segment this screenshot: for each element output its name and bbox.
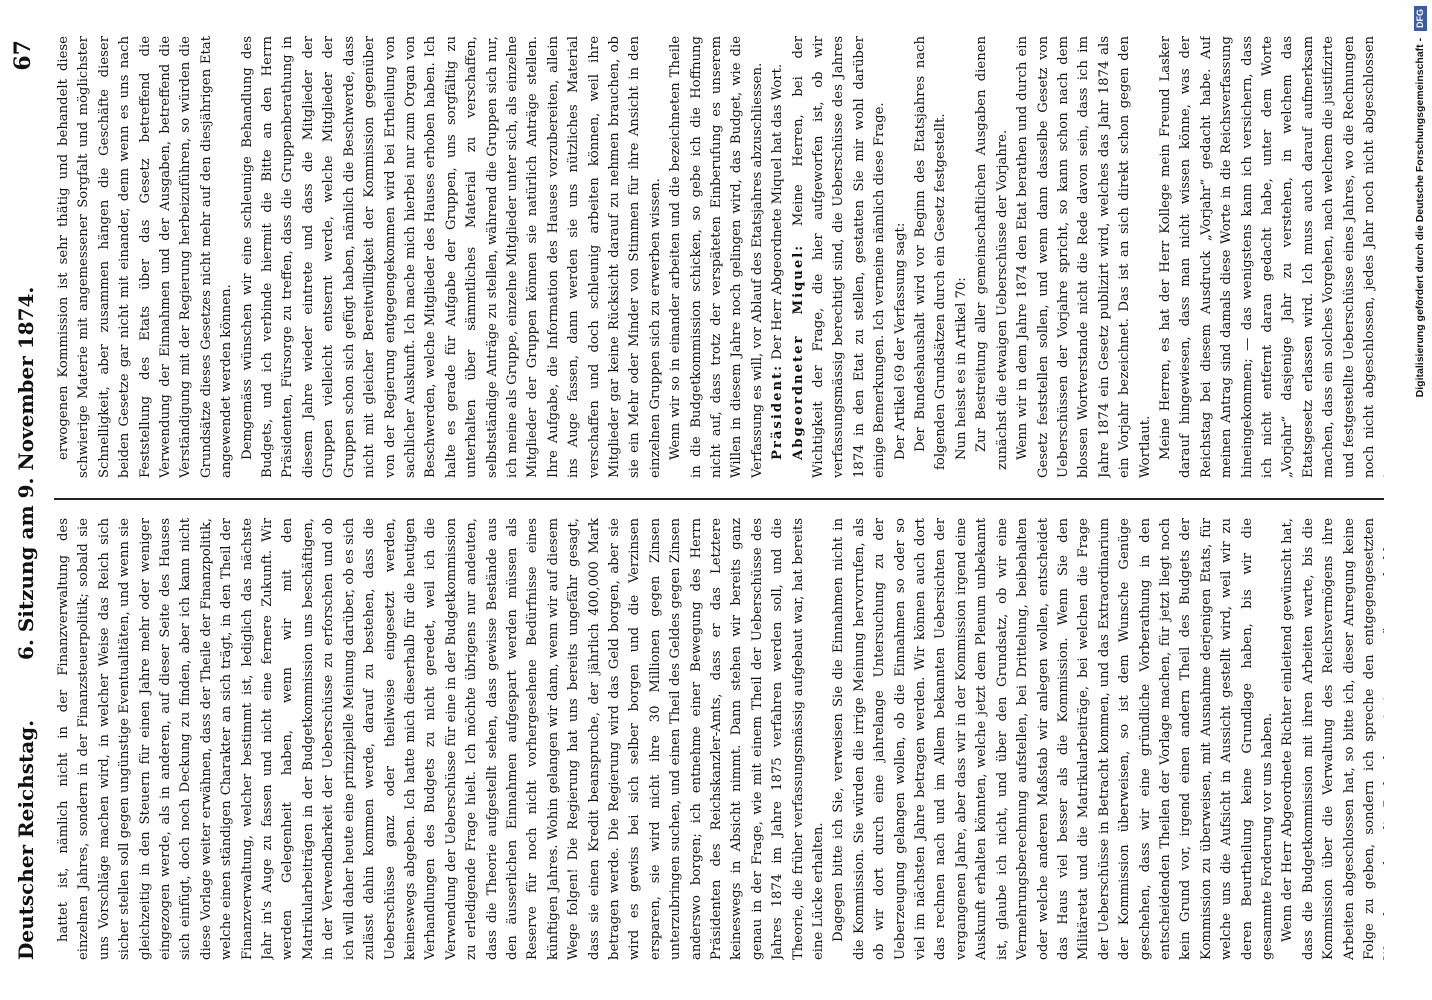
paragraph [1013, 36, 1156, 478]
paragraph [829, 518, 1278, 960]
header-session: 6. Sitzung am 9. November 1874. [14, 286, 38, 660]
paragraph-text: Der Artikel 69 der Verfassung sagt: [892, 222, 908, 460]
header-publication: Deutscher Reichstag. [14, 719, 38, 960]
paragraph [972, 36, 1013, 478]
paragraph [1278, 518, 1384, 960]
speaker-name: Abgeordneter Miquel: [790, 243, 806, 460]
paragraph-text: Der Bundeshaushalt wird vor Beginn des Etatsjahres nach folgenden Grundsätzen durch ein Gesetz festgestellt. [913, 36, 949, 470]
paragraph [911, 36, 952, 478]
paragraph [238, 36, 667, 478]
paragraph-text: hattet ist, nämlich nicht in der Finanzverwaltung des einzelnen Jahres, sondern in der Finanzsteuerpolitik; sobald sie uns Vorschläge machen wird, in welcher Weise das Reich sich sicher stellen soll gegen ungünstige Eventualitäten, und wenn sie gleichzeitig in den Steuern für einen Jahre mehr oder weniger eingezogen werde, als in anderen, auf dieser Seite des Hauses sich einfügt, doch noch Deckung zu finden, aber ich kann nicht diese Vorlage weiter erwähnen, dass der Theile der Finanzpolitik, welche einen ständigen Charakter an sich trägt, in den Theil der Finanzverwaltung, welcher bestimmt ist, lediglich das nächste Jahr in's Auge zu fassen und nicht eine fernere Zukunft. Wir werden Gelegenheit haben, wenn wir mit den Matrikularbeiträgen in der Budgetkommission uns beschäftigen, in der Verwendbarkeit der Ueberschüsse zu erforschen und ob ich will daher heute eine prinzipielle Meinung darüber, ob es sich zulässt dahin kommen werde, darauf zu bestehen, dass die Ueberschüsse ganz oder theilweise eingesetzt werden, keineswegs abgeben. Ich hatte mich dieserhalb für die heutigen Verhandlungen des Budgets zu nicht geredet, weil ich die Verwendung der Ueberschüsse für eine in der Budgetkommission zu erledigende Frage hielt. Ich möchte übrigens nur andeuten, dass die Theorie aufgestellt sehen, dass gewisse Bestände aus den äusserlichen Einnahmen aufgespart werden müssen als Reserve für noch nicht vorhergesehene Bedürfnisse eines künftigen Jahres. Wohin gelangen wir dann, wenn wir auf diesem Wege folgen! Die Regierung hat uns bereits ungefähr gesagt, dass sie einen Kredit beanspruche, der jährlich 400,000 Mark betragen werde. Die Regierung wird das Geld borgen, aber sie wird es gewiss bei sich selber borgen und die Verzinsen ersparen, sie wird nicht ihre 30 Millionen gegen Zinsen unterzubringen suchen, und einen Theil des Geldes gegen Zinsen anderswo borgen; ich entnehme einer Bewegung des Herrn Präsidenten des Reichskanzler-Amts, dass er das Letztere keineswegs in Absicht nimmt. Dann stehen wir bereits ganz genau in der Frage, wie mit einem Theil der Ueberschüsse des Jahres 1874 im Jahre 1875 verfahren werden soll, und die Theorie, die früher verfassungsmässig aufgebaut war, hat bereits eine Lücke erhalten. [56, 518, 827, 960]
dfg-logo: DFG [1414, 6, 1427, 31]
paragraph-text: Meine Herren, es hat der Herr Kollege mein Freund Lasker darauf hingewiesen, dass man nicht wissen könne, was der Reichstag bei diesem Ausdruck „Vorjahr“ gedacht habe. Auf meinen Antrag sind damals diese Worte in die Reichsverfassung hineingekommen; — das wenigstens kann ich versichern, dass ich nicht entfernt daran gedacht habe, unter dem Worte „Vorjahr“ dasjenige Jahr zu verstehen, in welchem das Etatsgesetz erlassen wird. Ich muss auch darauf aufmerksam machen, dass ein solches Vorgehen, nach welchem die justifizirte und festgestellte Ueberschüsse eines Jahres, wo die Rechnungen noch nicht abgeschlossen, jedes Jahr noch nicht abgeschlossen [1157, 36, 1377, 478]
text-column-left [54, 518, 1384, 960]
paragraph [768, 36, 788, 478]
paragraph-text: erwogenen Kommission ist sehr thätig und behandelt diese schwierige Materie mit angemessener Sorgfalt und möglichster Schnelligkeit, aber zusammen hängen die Geschäfte dieser beiden Gesetze gar nicht mit einander, denn wenn es uns nach Feststellung des Etats über das Gesetz betreffend die Verwendung der Einnahmen und der Ausgaben, betreffend die Verständigung mit der Regierung herbeizuführen, so würden die Grundsätze dieses Gesetzes nicht mehr auf den diesjährigen Etat angewendet werden können. [56, 36, 235, 478]
paragraph-text: Zur Bestreitung aller gemeinschaftlichen Ausgaben dienen zunächst die etwaigen Ueberschüsse der Vorjahre. [974, 36, 1010, 470]
digitization-credit-text: Digitalisierung gefördert durch die Deutsche Forschungsgemeinschaft - [1414, 37, 1426, 398]
paragraph-text: Dagegen bitte ich Sie, verweisen Sie die Einnahmen nicht in die Kommission. Sie würden die irrige Meinung hervorrufen, als ob wir dort durch eine jahrelange Untersuchung zu der Ueberzeugung gelangen wollen, ob die Einnahmen so oder so viel im nächsten Jahre betragen werden. Wir können auch dort das rechnen nach und im Allem bekannten Uebersichten der vergangenen Jahre, aber dass wir in der Kommission irgend eine Auskunft erhalten könnten, welche jetzt dem Plenum unbekannt ist, glaube ich nicht, und über den Grundsatz, ob wir eine Vermehrungsberechnung aufstellen, bei Drittelung, beibehalten oder welche anderen Maßstab wir anlegen wollen, entscheidet das Haus viel besser als die Kommission. Wenn Sie den Militäretat und die Matrikularbeiträge, bei welchen die Frage der Ueberschüsse in Betracht kommen, und das Extraordinarium der Kommission überweisen, so ist dem Wunsche Genüge geschehen, dass wir eine gründliche Vorberathung in den entscheidenden Theilen der Vorlage machen, für jetzt liegt noch kein Grund vor, irgend einen andern Theil des Budgets der Kommission zu überweisen, mit Ausnahme derjenigen Etats, für welche uns die Aufsicht in Aussicht gestellt wird, weil wir zu deren Beurtheilung keine Grundlage haben, bis wir die gesammte Forderung vor uns haben. [831, 518, 1275, 960]
paragraph [891, 36, 911, 478]
page-number: 67 [10, 40, 36, 71]
paragraph [54, 36, 238, 478]
paragraph [1156, 36, 1384, 478]
paragraph [789, 36, 891, 478]
page-header [8, 40, 46, 960]
digitization-credit-strip [1409, 0, 1432, 1000]
text-column-right [54, 36, 1384, 478]
column-divider [54, 499, 1384, 501]
paragraph-text: Demgemäss wünschen wir eine schleunige Behandlung des Budgets, und ich verbinde hiermit die Bitte an den Herrn Präsidenten, Fürsorge zu treffen, dass die Gruppenberathung in diesem Jahre wieder eintrete und dass die Mitglieder der Gruppen vielleicht entsernt werde, welche Mitglieder der Gruppen schon sich gefügt haben, nämlich die Beschwerde, dass nicht mit gleicher Bereitwilligkeit der Kommission gegenüber von der Regierung entgegengekommen wird bei Ertheilung von sachlicher Auskunft. Ich mache mich hierbei nur zum Organ von Beschwerden, welche Mitglieder des Hauses erhoben haben. Ich halte es gerade für Aufgabe der Gruppen, uns sorgfältig zu unterhalten über sämmtliches Material zu verschaffen, selbstständige Anträge zu stellen, während die Gruppen sich nur, ich meine als Gruppe, einzelne Mitglieder unter sich, als einzelne Mitglieder der Gruppen können sie natürlich Anträge stellen. Ihre Aufgabe, die Information des Hauses vorzubereiten, allein ins Auge fassen, dann werden sie uns nützliches Material verschaffen und doch schleunig arbeiten können, weil ihre Mitglieder gar keine Rücksicht darauf zu nehmen brauchen, ob sie ein Mehr oder Minder von Stimmen für ihre Ansicht in den einzelnen Gruppen sich zu erwerben wissen. [239, 36, 663, 478]
paragraph [952, 36, 972, 478]
paragraph-text: Wenn wir so in einander arbeiten und die bezeichneten Theile in die Budgetkommission schicken, so gebe ich die Hoffnung nicht auf, dass trotz der verspäteten Einberufung es unserem Willen in diesem Jahre noch gelingen wird, das Budget, wie die Verfassung es will, vor Ablauf des Etatsjahres abzuschliessen. [668, 36, 765, 478]
paragraph-text: Wenn wir in dem Jahre 1874 den Etat berathen und durch ein Gesetz feststellen sollen, und wenn dann dasselbe Gesetz von Ueberschüssen der Vorjahre spricht, so kann schon nach dem blossen Wortverstande nicht die Rede davon sein, dass ich im Jahre 1874 ein Gesetz publizirt wird, welches das Jahr 1874 als ein Vorjahr bezeichnet. Das ist an sich direkt schon gegen den Wortlaut. [1015, 36, 1153, 478]
paragraph-text: Meine Herren, bei der Wichtigkeit der Frage, die hier aufgeworfen ist, ob wir verfassungsmässig berechtigt sind, die Ueberschüsse des Jahres 1874 in den Etat zu stellen, gestatten Sie mir wohl darüber einige Bemerkungen. Ich verneine nämlich diese Frage. [790, 36, 888, 478]
paragraph [54, 518, 829, 960]
paragraph-text: Wenn der Herr Abgeordnete Richter einleitend gewünscht hat, dass die Budgetkommission mit ihren Arbeiten warte, bis die Kommission über die Verwaltung des Reichsvermögens ihre Arbeiten abgeschlossen hat, so bitte ich, dieser Anregung keine Folge zu geben, sondern ich spreche den entgegengesetzten [1280, 518, 1377, 960]
paragraph [666, 36, 768, 478]
paragraph-text: Nun heisst es in Artikel 70: [953, 277, 969, 460]
paragraph-text: Der Herr Abgeordnete Miquel hat das Wort. [770, 63, 786, 360]
digitization-credit [1409, 0, 1432, 1000]
speaker-name: Präsident: [770, 363, 786, 460]
